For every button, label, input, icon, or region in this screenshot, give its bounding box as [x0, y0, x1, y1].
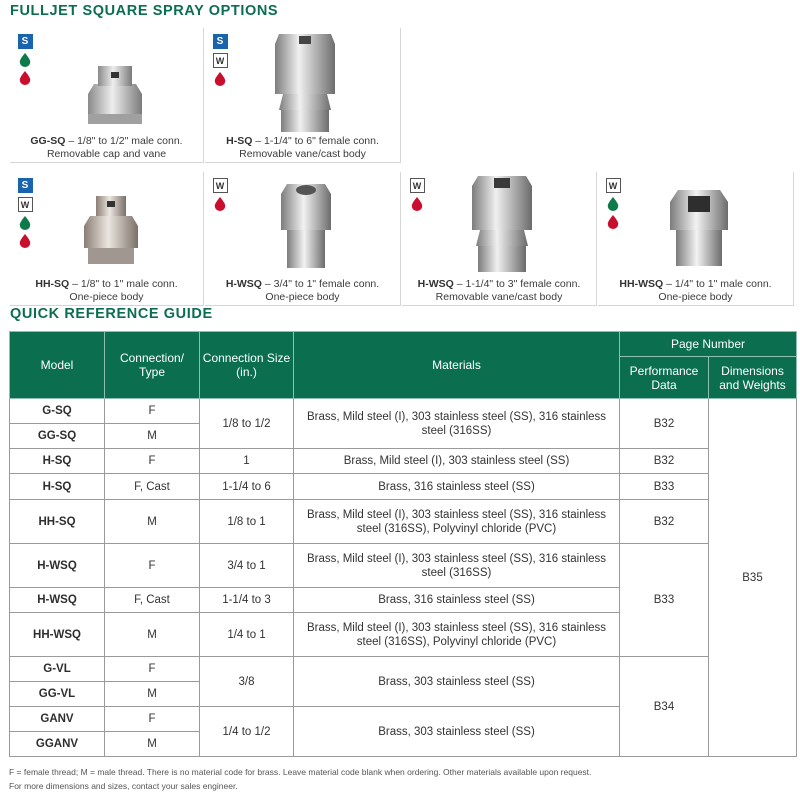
- table-cell-size: 1/8 to 1: [200, 500, 294, 544]
- s-badge-icon: S: [18, 34, 33, 49]
- green-drop-icon: [19, 53, 31, 67]
- small-nozzle-image: [80, 44, 150, 134]
- product-model: HH-WSQ: [619, 278, 664, 290]
- w-badge-icon: W: [18, 197, 33, 212]
- product-card-hh-wsq[interactable]: [598, 172, 794, 306]
- table-cell-performance: B33: [620, 544, 709, 657]
- table-cell-size: 1-1/4 to 3: [200, 588, 294, 613]
- table-cell-model: HH-WSQ: [10, 613, 105, 657]
- red-drop-icon: [607, 215, 619, 229]
- product-body-type: Removable cap and vane: [46, 148, 167, 160]
- table-cell-materials: Brass, Mild steel (I), 303 stainless steel (SS), 316 stainless steel (316SS): [294, 544, 620, 588]
- product-card-h-wsq[interactable]: [205, 172, 401, 306]
- table-cell-size: 1/4 to 1/2: [200, 707, 294, 757]
- header-connection-type: Connection/ Type: [105, 332, 200, 399]
- header-model: Model: [10, 332, 105, 399]
- table-cell-materials: Brass, Mild steel (I), 303 stainless steel (SS): [294, 449, 620, 474]
- product-caption: [10, 135, 203, 161]
- product-model: H-SQ: [226, 135, 253, 147]
- large-cast-nozzle-image: [265, 30, 345, 138]
- table-cell-materials: Brass, 303 stainless steel (SS): [294, 657, 620, 707]
- table-cell-type: F: [105, 544, 200, 588]
- product-body-type: One-piece body: [265, 291, 340, 303]
- spray-option-icons: [16, 34, 34, 85]
- table-cell-type: M: [105, 613, 200, 657]
- table-cell-size: 3/8: [200, 657, 294, 707]
- product-connection: – 1/8" to 1/2" male conn.: [65, 135, 183, 147]
- header-materials: Materials: [294, 332, 620, 399]
- table-cell-dimensions: B35: [709, 399, 797, 757]
- table-cell-materials: Brass, Mild steel (I), 303 stainless steel (SS), 316 stainless steel (316SS): [294, 399, 620, 449]
- product-model: H-WSQ: [417, 278, 454, 290]
- header-page-number: Page Number: [620, 332, 797, 357]
- table-cell-performance: B34: [620, 657, 709, 757]
- product-card-gg-sq[interactable]: [10, 28, 204, 163]
- table-cell-size: 1: [200, 449, 294, 474]
- spray-option-icons: [211, 178, 229, 211]
- spray-option-icons: [16, 178, 34, 248]
- table-cell-model: H-SQ: [10, 474, 105, 500]
- header-dimensions-weights: Dimensions and Weights: [709, 357, 797, 399]
- red-drop-icon: [411, 197, 423, 211]
- table-cell-model: GANV: [10, 707, 105, 732]
- spray-option-icons: [604, 178, 622, 229]
- table-cell-type: F: [105, 707, 200, 732]
- table-cell-model: H-SQ: [10, 449, 105, 474]
- table-cell-materials: Brass, 316 stainless steel (SS): [294, 474, 620, 500]
- product-model: HH-SQ: [35, 278, 70, 290]
- product-connection: – 1/8" to 1" male conn.: [69, 278, 178, 290]
- red-drop-icon: [214, 72, 226, 86]
- product-body-type: Removable vane/cast body: [435, 291, 563, 303]
- s-badge-icon: S: [18, 178, 33, 193]
- product-caption: [205, 135, 400, 161]
- product-caption: [10, 278, 203, 304]
- red-drop-icon: [19, 234, 31, 248]
- table-cell-model: GGANV: [10, 732, 105, 757]
- product-body-type: Removable vane/cast body: [239, 148, 366, 160]
- table-cell-type: F: [105, 657, 200, 682]
- table-cell-type: F, Cast: [105, 588, 200, 613]
- quick-reference-table: [9, 331, 797, 757]
- hex-nozzle-image: [271, 178, 341, 276]
- table-cell-type: F, Cast: [105, 474, 200, 500]
- w-badge-icon: W: [213, 53, 228, 68]
- w-badge-icon: W: [410, 178, 425, 193]
- table-cell-type: M: [105, 500, 200, 544]
- table-cell-type: M: [105, 682, 200, 707]
- red-drop-icon: [19, 71, 31, 85]
- table-cell-size: 3/4 to 1: [200, 544, 294, 588]
- table-cell-materials: Brass, 303 stainless steel (SS): [294, 707, 620, 757]
- product-connection: – 1-1/4" to 3" female conn.: [453, 278, 581, 290]
- product-body-type: One-piece body: [658, 291, 733, 303]
- spray-option-icons: [211, 34, 229, 86]
- table-cell-model: H-WSQ: [10, 588, 105, 613]
- table-cell-model: H-WSQ: [10, 544, 105, 588]
- table-cell-type: M: [105, 732, 200, 757]
- green-drop-icon: [19, 216, 31, 230]
- product-card-hh-sq[interactable]: [10, 172, 204, 306]
- table-cell-performance: B32: [620, 500, 709, 544]
- product-model: H-WSQ: [225, 278, 262, 290]
- table-cell-materials: Brass, Mild steel (I), 303 stainless steel (SS), 316 stainless steel (316SS), Polyvinyl chloride (PVC): [294, 613, 620, 657]
- product-caption: [598, 278, 793, 304]
- product-connection: – 1/4" to 1" male conn.: [663, 278, 772, 290]
- table-cell-model: GG-SQ: [10, 424, 105, 449]
- product-card-h-sq[interactable]: [205, 28, 401, 163]
- product-connection: – 3/4" to 1" female conn.: [261, 278, 380, 290]
- table-cell-type: F: [105, 399, 200, 424]
- section-title-spray-options: FULLJET SQUARE SPRAY OPTIONS: [10, 3, 279, 19]
- red-drop-icon: [214, 197, 226, 211]
- table-cell-type: M: [105, 424, 200, 449]
- table-cell-model: G-SQ: [10, 399, 105, 424]
- table-cell-model: GG-VL: [10, 682, 105, 707]
- table-cell-materials: Brass, Mild steel (I), 303 stainless steel (SS), 316 stainless steel (316SS), Polyvinyl chloride (PVC): [294, 500, 620, 544]
- product-body-type: One-piece body: [69, 291, 144, 303]
- table-cell-size: 1/4 to 1: [200, 613, 294, 657]
- hex-nozzle-image: [662, 186, 736, 276]
- w-badge-icon: W: [606, 178, 621, 193]
- small-nozzle-image: [76, 182, 146, 272]
- table-cell-model: HH-SQ: [10, 500, 105, 544]
- table-cell-performance: B33: [620, 474, 709, 500]
- s-badge-icon: S: [213, 34, 228, 49]
- table-cell-size: 1/8 to 1/2: [200, 399, 294, 449]
- large-cast-nozzle-image: [464, 172, 540, 276]
- product-connection: – 1-1/4" to 6" female conn.: [252, 135, 379, 147]
- header-performance-data: Performance Data: [620, 357, 709, 399]
- green-drop-icon: [607, 197, 619, 211]
- product-model: GG-SQ: [30, 135, 66, 147]
- product-caption: [402, 278, 596, 304]
- product-caption: [205, 278, 400, 304]
- footnote-contact: For more dimensions and sizes, contact your sales engineer.: [9, 781, 238, 791]
- product-card-h-wsq-cast[interactable]: [402, 172, 597, 306]
- table-cell-type: F: [105, 449, 200, 474]
- header-connection-size: Connection Size (in.): [200, 332, 294, 399]
- w-badge-icon: W: [213, 178, 228, 193]
- table-cell-materials: Brass, 316 stainless steel (SS): [294, 588, 620, 613]
- footnote-thread-info: F = female thread; M = male thread. There is no material code for brass. Leave material code blank when ordering. Other materials available upon request.: [9, 767, 592, 777]
- table-cell-model: G-VL: [10, 657, 105, 682]
- section-title-quick-reference: QUICK REFERENCE GUIDE: [10, 306, 213, 322]
- spray-option-icons: [408, 178, 426, 211]
- table-cell-performance: B32: [620, 399, 709, 449]
- table-cell-performance: B32: [620, 449, 709, 474]
- table-cell-size: 1-1/4 to 6: [200, 474, 294, 500]
